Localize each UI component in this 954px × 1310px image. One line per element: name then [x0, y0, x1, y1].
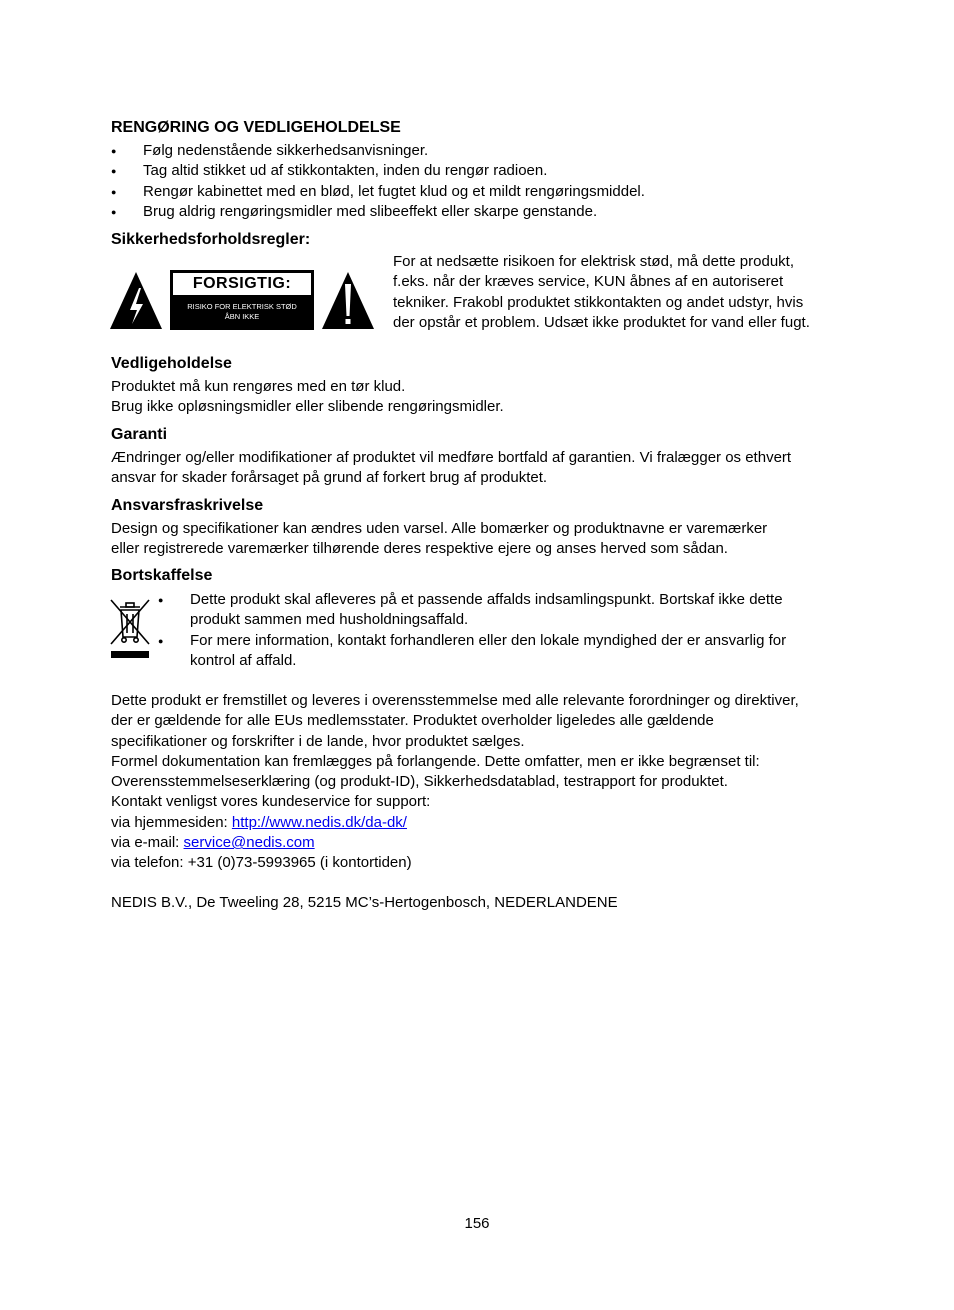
list-item-line: kontrol af affald. — [190, 651, 297, 669]
list-item: ● Følg nedenstående sikkerhedsanvisninger. — [111, 141, 851, 161]
compliance-line: specifikationer og forskrifter i de lande, hvor produktet sælges. — [111, 732, 525, 750]
safety-line: f.eks. når der kræves service, KUN åbnes af en autoriseret — [393, 273, 784, 291]
safety-heading: Sikkerhedsforholdsregler: — [111, 231, 311, 248]
list-item: ● Tag altid stikket ud af stikkontakten, inden du rengør radioen. — [111, 161, 851, 181]
compliance-text — [111, 691, 856, 874]
safety-line: der opstår et problem. Udsæt ikke produktet for vand eller fugt. — [393, 313, 810, 331]
disposal-list — [158, 590, 858, 671]
list-item-line: produkt sammen med husholdningsaffald. — [190, 611, 469, 629]
cleaning-list — [111, 141, 851, 222]
list-item-line: ● For mere information, kontakt forhandleren eller den lokale myndighed der er ansvarlig for — [190, 631, 787, 649]
list-item: ● Brug aldrig rengøringsmidler med slibeeffekt eller skarpe genstande. — [111, 202, 851, 222]
list-item — [158, 590, 858, 631]
electric-shock-warning-icon — [108, 270, 164, 331]
disclaimer-heading: Ansvarsfraskrivelse — [111, 497, 264, 514]
company-address: NEDIS B.V., De Tweeling 28, 5215 MC’s-Hertogenbosch, NEDERLANDENE — [111, 894, 618, 911]
maintenance-text — [111, 377, 851, 418]
disclaimer-text — [111, 519, 851, 560]
website-label: via hjemmesiden: — [111, 813, 232, 831]
warranty-line: Ændringer og/eller modifikationer af produktet vil medføre bortfald af garantien. Vi fralægger os ethvert — [111, 449, 792, 466]
warranty-heading: Garanti — [111, 426, 168, 443]
page-number: 156 — [464, 1215, 490, 1232]
maintenance-line: Brug ikke opløsningsmidler eller slibende rengøringsmidler. — [111, 398, 504, 416]
compliance-line: Formel dokumentation kan fremlægges på forlangende. Dette omfatter, men er ikke begrænset til: — [111, 752, 760, 770]
website-link[interactable]: http://www.nedis.dk/da-dk/ — [231, 813, 407, 831]
caution-badge — [170, 270, 314, 330]
email-line — [111, 833, 856, 853]
email-link[interactable]: service@nedis.com — [183, 834, 315, 852]
compliance-line: Overensstemmelseserklæring (og produkt-ID), Sikkerhedsdatablad, testrapport for produktet. — [111, 773, 728, 791]
list-item-line: ● Dette produkt skal afleveres på et passende affalds indsamlingspunkt. Bortskaf ikke dette — [190, 591, 783, 608]
compliance-line: Kontakt venligst vores kundeservice for support: — [111, 793, 431, 811]
website-line — [111, 813, 856, 833]
maintenance-heading: Vedligeholdelse — [111, 355, 232, 372]
disclaimer-line: Design og specifikationer kan ændres uden varsel. Alle bomærker og produktnavne er varemærker — [111, 520, 768, 537]
safety-line: tekniker. Frakobl produktet stikkontakten og andet udstyr, hvis — [393, 293, 804, 311]
warranty-text — [111, 448, 856, 489]
list-item: ● Rengør kabinettet med en blød, let fugtet klud og et mildt rengøringsmiddel. — [111, 182, 851, 202]
safety-text — [393, 252, 863, 333]
phone-line: via telefon: +31 (0)73-5993965 (i kontortiden) — [111, 854, 412, 872]
caution-badge-line1: RISIKO FOR ELEKTRISK STØD — [187, 302, 297, 311]
exclamation-warning-icon — [320, 270, 376, 331]
cleaning-heading: RENGØRING OG VEDLIGEHOLDELSE — [111, 119, 401, 136]
disclaimer-line: eller registrerede varemærker tilhørende deres respektive ejere og anses herved som sådan. — [111, 540, 728, 558]
caution-badge-title: FORSIGTIG: — [173, 273, 311, 295]
warranty-line: ansvar for skader forårsaget på grund af forkert brug af produktet. — [111, 469, 548, 487]
compliance-line: der er gældende for alle EUs medlemsstater. Produktet overholder ligeledes alle gældende — [111, 712, 714, 730]
maintenance-line: Produktet må kun rengøres med en tør klud. — [111, 378, 406, 395]
list-item — [158, 631, 858, 672]
compliance-line: Dette produkt er fremstillet og leveres i overensstemmelse med alle relevante forordninger og direktiver, — [111, 692, 799, 709]
safety-line: For at nedsætte risikoen for elektrisk stød, må dette produkt, — [393, 253, 795, 270]
disposal-heading: Bortskaffelse — [111, 567, 213, 584]
caution-badge-line2: ÅBN IKKE — [224, 312, 260, 321]
weee-crossed-bin-icon — [109, 597, 151, 661]
email-label: via e-mail: — [111, 834, 184, 852]
